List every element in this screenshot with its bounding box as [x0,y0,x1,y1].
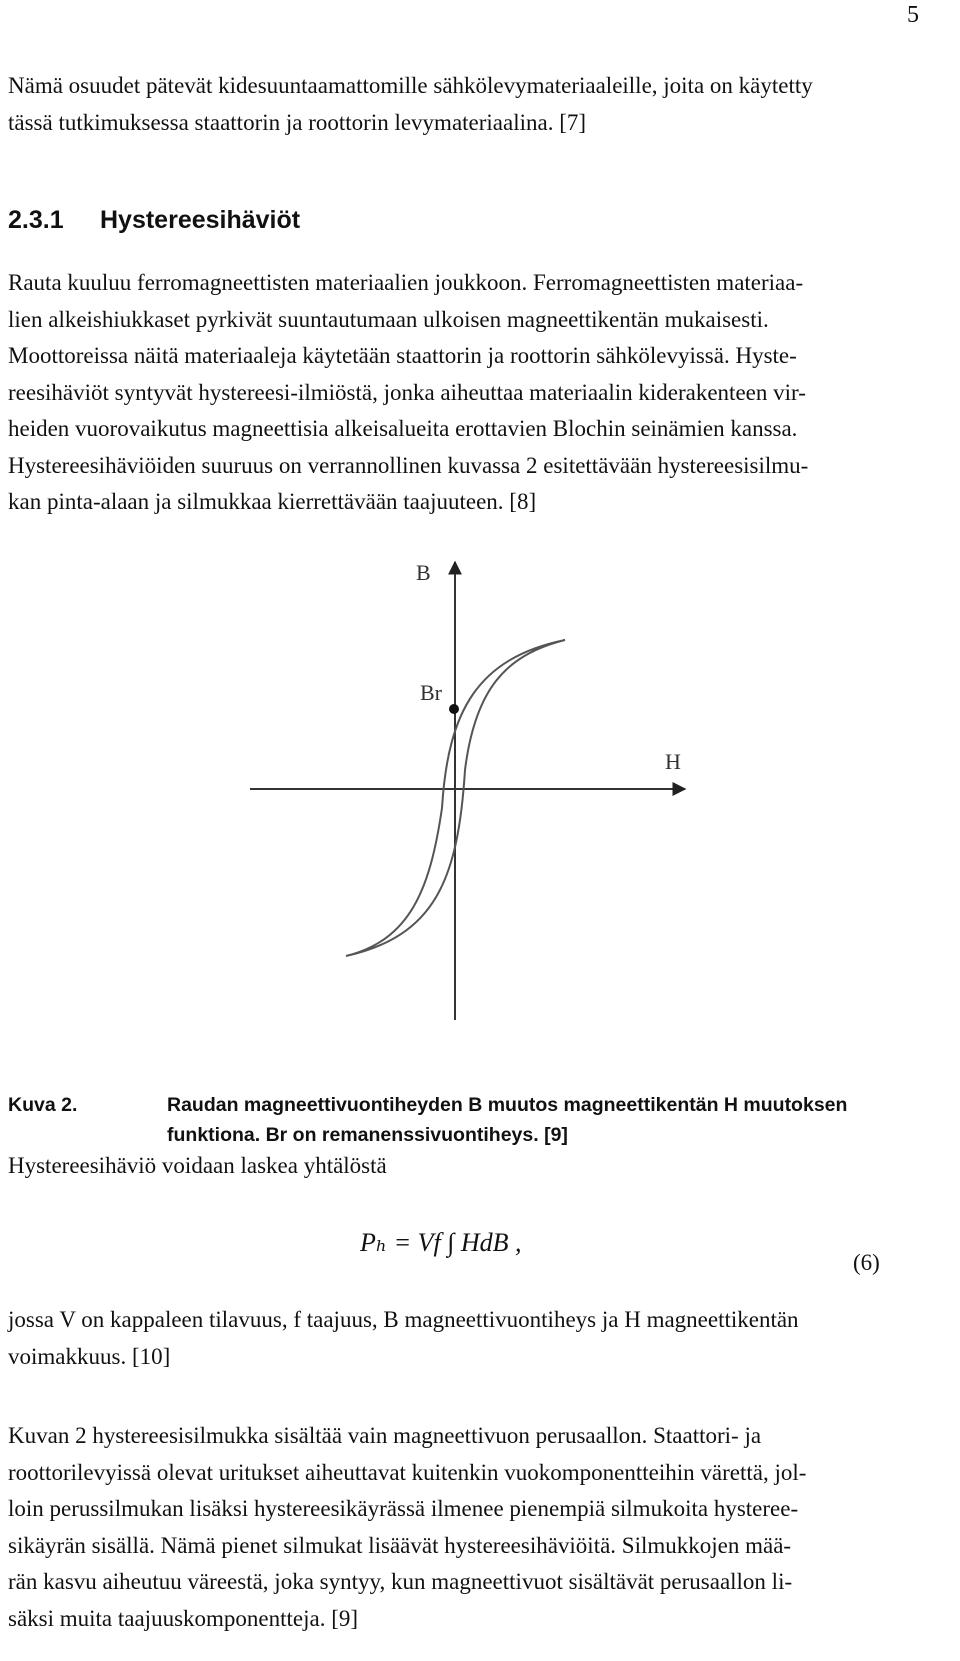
section-heading [8,206,300,235]
body-line: kan pinta-alaan ja silmukkaa kierrettävään taajuuteen. [8] [8,489,537,514]
intro-line: tässä tutkimuksessa staattorin ja roottorin levymateriaalina. [7] [8,109,587,135]
final-line: rän kasvu aiheutuu väreestä, joka syntyy, kun magneettivuot sisältävät perusaallon li- [8,1569,793,1594]
x-axis-label: H [665,749,681,774]
explanation-line: jossa V on kappaleen tilavuus, f taajuus, B magneettivuontiheys ja H magneettikentän [8,1307,799,1332]
equation-number: (6) [853,1250,880,1275]
section-number: 2.3.1 [8,206,64,234]
body-line: Hystereesihäviöiden suuruus on verrannollinen kuvassa 2 esitettävään hystereesisilmu- [8,452,809,478]
page-number: 5 [907,2,919,28]
equation-intro [8,1148,943,1185]
intro-line: Nämä osuudet pätevät kidesuuntaamattomille sähkölevymateriaaleille, joita on käytetty [8,73,813,98]
section-body-paragraph [8,265,943,521]
final-line: loin perussilmukan lisäksi hystereesikäyrässä ilmenee pienempiä silmukoita hysteree- [8,1496,799,1521]
br-label: Br [420,680,442,705]
final-line: roottorilevyissä olevat uritukset aiheuttavat kuitenkin vuokomponentteihin värettä, jol- [8,1459,807,1485]
caption-line: Raudan magneettivuontiheyden B muutos magneettikentän H muutoksen [167,1094,848,1116]
explanation-line: voimakkuus. [10] [8,1343,171,1369]
body-line: lien alkeishiukkaset pyrkivät suuntautumaan ulkoisen magneettikentän mukaisesti. [8,306,769,332]
equation-intro-line: Hystereesihäviö voidaan laskea yhtälöstä [8,1153,387,1178]
equation-explanation [8,1302,943,1375]
final-line: Kuvan 2 hystereesisilmukka sisältää vain magneettivuon perusaallon. Staattori- ja [8,1423,762,1448]
body-line: reesihäviöt syntyvät hystereesi-ilmiöstä, jonka aiheuttaa materiaalin kiderakenteen vir- [8,379,806,405]
body-line: Rauta kuuluu ferromagneettisten materiaalien joukkoon. Ferromagneettisten materiaa- [8,270,804,295]
y-axis-label: B [416,560,431,585]
caption-line: funktiona. Br on remanenssivuontiheys. [9] [167,1124,568,1146]
hysteresis-figure [250,560,770,1080]
equation-formula: Pₕ = Vf ∫ HdB , [360,1228,522,1257]
body-line: Moottoreissa näitä materiaaleja käytetään staattorin ja roottorin sähkölevyissä. Hyste- [8,343,797,368]
caption-label: Kuva 2. [8,1094,78,1116]
body-line: heiden vuorovaikutus magneettisia alkeisalueita erottavien Blochin seinämien kanssa. [8,416,798,441]
section-title: Hystereesihäviöt [100,206,301,234]
final-line: säksi muita taajuuskomponentteja. [9] [8,1605,359,1631]
remanence-point [449,704,459,714]
intro-paragraph [8,68,943,141]
final-line: sikäyrän sisällä. Nämä pienet silmukat lisäävät hystereesihäviöitä. Silmukkojen mää- [8,1532,792,1558]
final-paragraph [8,1418,943,1637]
